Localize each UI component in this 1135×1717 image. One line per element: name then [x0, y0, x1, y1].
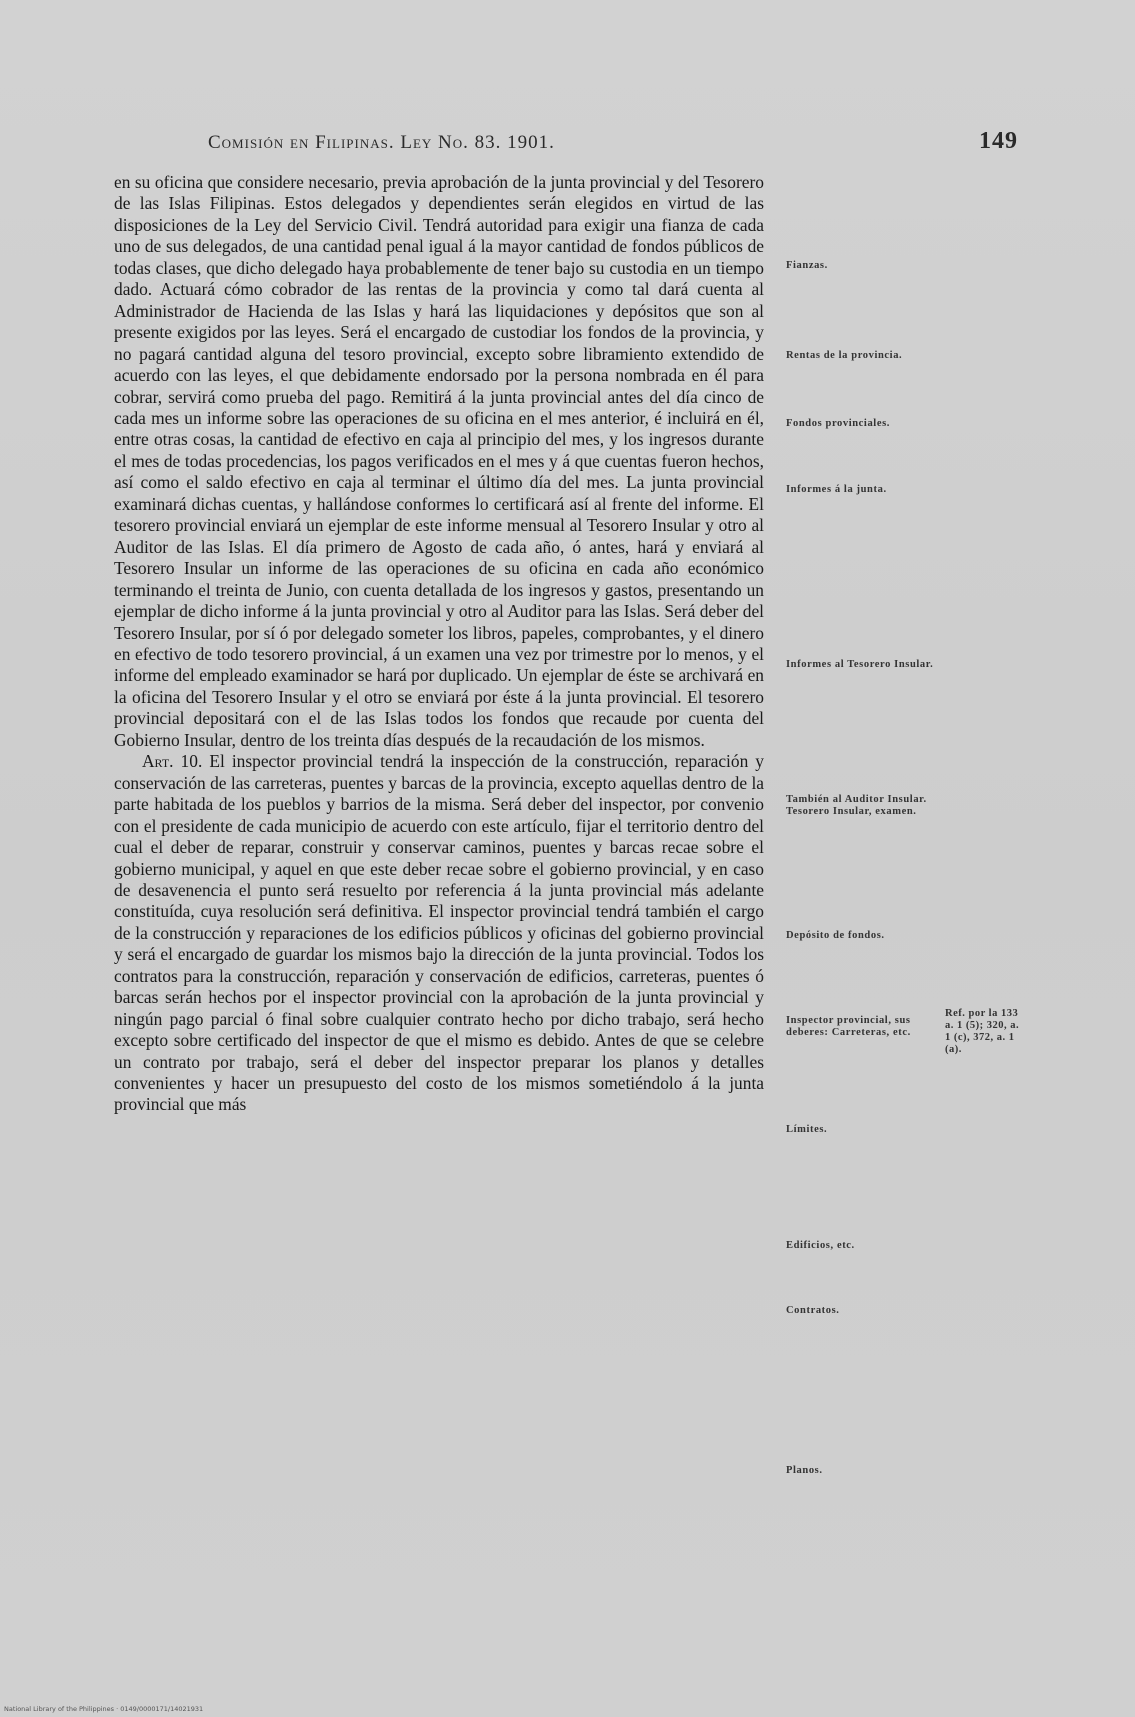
margin-note-edificios: Edificios, etc.	[786, 1240, 855, 1251]
margin-note-fondos: Fondos provinciales.	[786, 418, 890, 429]
body-text	[114, 172, 764, 1116]
paragraph-1: en su oficina que considere necesario, previa aprobación de la junta provincial y del Tesorero de las Islas Filipinas. Estos delegados y dependientes serán elegidos en virtud de las disposiciones de la Ley del Servicio Civil. Tendrá autoridad para exigir una fianza de cada uno de sus delegados, de una cantidad penal igual á la mayor cantidad de fondos públicos de todas clases, que dicho delegado haya probablemente de tener bajo su custodia en un tiempo dado. Actuará cómo cobrador de las rentas de la provincia y como tal dará cuenta al Administrador de Hacienda de las Islas y hará las liquidaciones y depósitos que son al presente exigidos por las leyes. Será el encargado de custodiar los fondos de la provincia, y no pagará cantidad alguna del tesoro provincial, excepto sobre libramiento extendido de acuerdo con las leyes, el que debidamente endorsado por la persona nombrada en él para cobrar, servirá como prueba del pago. Remitirá á la junta provincial antes del día cinco de cada mes un informe sobre las operaciones de su oficina en el mes anterior, é incluirá en él, entre otras cosas, la cantidad de efectivo en caja al principio del mes, y los ingresos durante el mes de todas procedencias, los pagos verificados en el mes y á que cuentas fueron hechos, así como el saldo efectivo en caja al terminar el último día del mes. La junta provincial examinará dichas cuentas, y hallándose conformes lo certificará así al frente del informe. El tesorero provincial enviará un ejemplar de este informe mensual al Tesorero Insular y otro al Auditor de las Islas. El día primero de Agosto de cada año, ó antes, hará y enviará al Tesorero Insular un informe de las operaciones de su oficina en cada año económico terminando el treinta de Junio, con cuenta detallada de los ingresos y gastos, presentando un ejemplar de dicho informe á la junta provincial y otro al Auditor para las Islas. Será deber del Tesorero Insular, por sí ó por delegado someter los libros, papeles, comprobantes, y el dinero en efectivo de todo tesorero provincial, á un examen una vez por trimestre por lo menos, y el informe del empleado examinador se hará por duplicado. Un ejemplar de éste se archivará en la oficina del Tesorero Insular y el otro se enviará por éste á la junta provincial. El tesorero provincial depositará con el de las Islas todos los fondos que recaude por cuenta del Gobierno Insular, dentro de los treinta días después de la recaudación de los mismos.	[114, 172, 764, 750]
margin-note-auditor: También al Auditor Insular. Tesorero Insular, examen.	[786, 794, 927, 817]
running-head	[208, 128, 1018, 160]
margin-note-planos: Planos.	[786, 1465, 823, 1476]
paragraph-2-text: El inspector provincial tendrá la inspección de la construcción, reparación y conservación de las carreteras, puentes y barcas de la provincia, excepto aquellas dentro de la parte habitada de los pueblos y barrios de la misma. Será deber del inspector, por convenio con el presidente de cada municipio de acuerdo con este artículo, fijar el territorio dentro del cual el deber de reparar, construir y conservar caminos, puentes y barcas recae sobre el gobierno municipal, y aquel en que este deber recae sobre el gobierno provincial, y en caso de desavenencia el punto será resuelto por referencia á la junta provincial más adelante constituída, cuya resolución será definitiva. El inspector provincial tendrá también el cargo de la construcción y reparaciones de los edificios públicos y oficinas del gobierno provincial y será el encargado de guardar los mismos bajo la dirección de la junta provincial. Todos los contratos para la construcción, reparación y conservación de edificios, carreteras, puentes ó barcas serán hechos por el inspector provincial con la aprobación de la junta provincial y ningún pago parcial ó final sobre cualquier contrato hecho por dicho trabajo, será hecho excepto sobre certificado del inspector de que el mismo es debido. Antes de que se celebre un contrato por trabajo, será el deber del inspector preparar los planos y detalles convenientes y hacer un presupuesto del costo de los mismos sometiéndolo á la junta provincial que más	[114, 751, 764, 1115]
margin-note-limites: Límites.	[786, 1124, 828, 1135]
margin-note-fianzas: Fianzas.	[786, 260, 828, 271]
margin-note-deposito: Depósito de fondos.	[786, 930, 885, 941]
running-title: Comisión en Filipinas. Ley No. 83. 1901.	[208, 132, 555, 153]
margin-note-rentas: Rentas de la provincia.	[786, 350, 903, 361]
margin-note-contratos: Contratos.	[786, 1305, 840, 1316]
margin-note-informes-junta: Informes á la junta.	[786, 484, 887, 495]
footer-credit: National Library of the Philippines · 0149/0000171/14021931	[4, 1705, 204, 1713]
reference-note: Ref. por la 133 a. 1 (5); 320, a. 1 (c), 372, a. 1 (a).	[945, 1008, 1020, 1055]
paragraph-2	[114, 751, 764, 1116]
article-label: Art. 10.	[142, 751, 203, 772]
margin-note-inspector: Inspector provincial, sus deberes: Carreteras, etc.	[786, 1015, 911, 1038]
margin-note-informes-tesorero: Informes al Tesorero Insular.	[786, 659, 934, 670]
page-number: 149	[979, 128, 1018, 154]
